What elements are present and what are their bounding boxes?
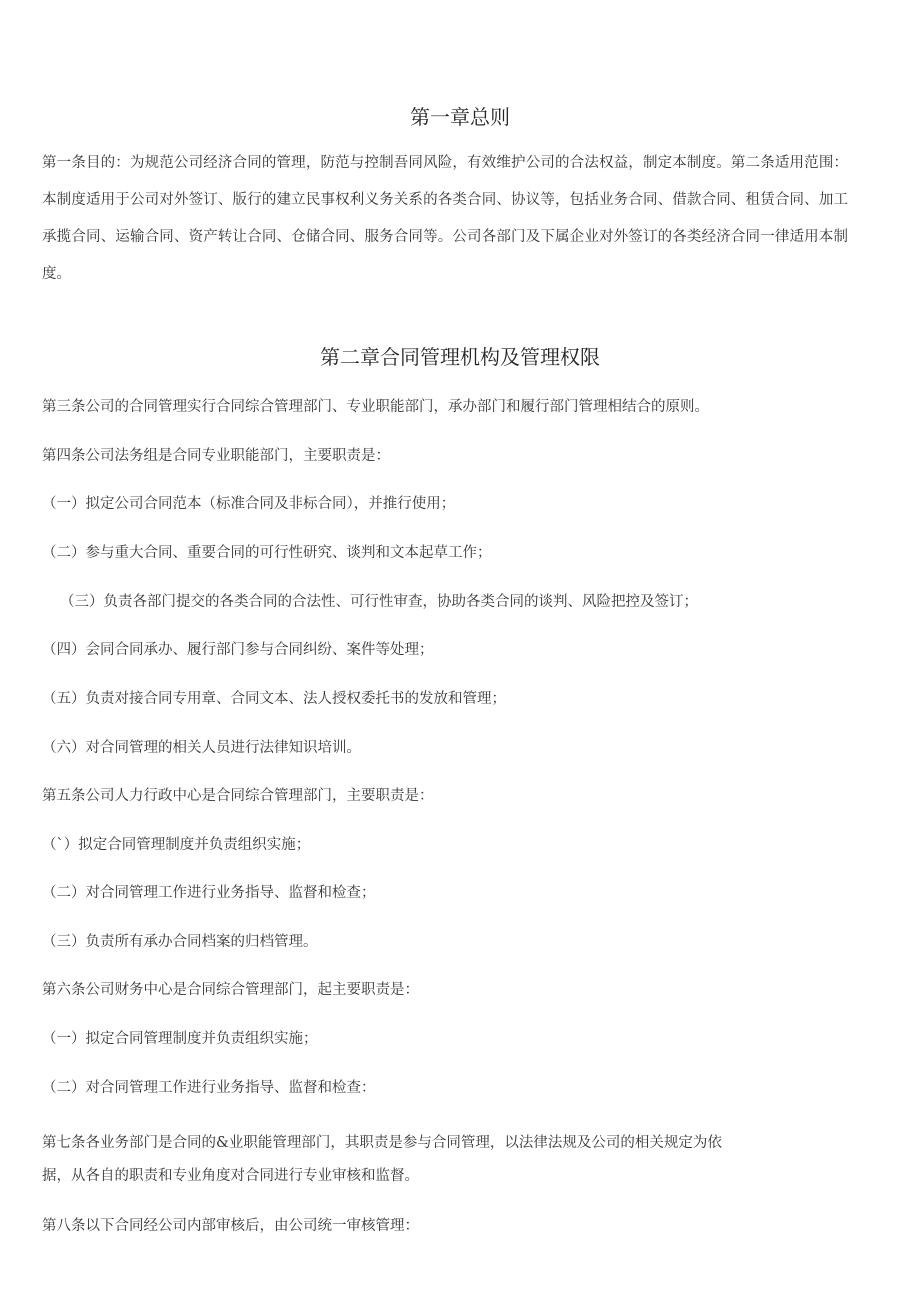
article-4-item-2: （二）参与重大合同、重要合同的可行性研究、谈判和文本起草工作；: [42, 545, 492, 561]
article-4-item-1: （一）拟定公司合同范本（标准合同及非标合同），并推行使用；: [42, 496, 456, 512]
article-6-item-1: （一）拟定合同管理制度并负责组织实施；: [42, 1031, 318, 1047]
article-4-item-3: （三）负责各部门提交的各类合同的合法性、可行性审查，协助各类合同的谈判、风险把控及签订；: [60, 594, 698, 610]
article-4-item-6: （六）对合同管理的相关人员进行法律知识培训。: [42, 740, 361, 756]
article-4-item-5: （五）负责对接合同专用章、合同文本、法人授权委托书的发放和管理；: [42, 691, 506, 707]
article-7-line-2: 据，从各自的职责和专业角度对合同进行专业审核和监督。: [42, 1168, 419, 1184]
article-4: 第四条公司法务组是合同专业职能部门，主要职责是：: [42, 448, 390, 464]
article-6-item-2: （二）对合同管理工作进行业务指导、监督和检查：: [42, 1080, 376, 1096]
article-5-item-3: （三）负责所有承办合同档案的归档管理。: [42, 934, 318, 950]
article-7-line-1: 第七条各业务部门是合同的&业职能管理部门，其职责是参与合同管理，以法律法规及公司的相关规定为依: [42, 1135, 722, 1151]
chapter-1-title: 第一章总则: [410, 105, 510, 129]
chapter-2-title: 第二章合同管理机构及管理权限: [320, 345, 600, 369]
article-4-item-4: （四）会同合同承办、履行部门参与合同纠纷、案件等处理；: [42, 642, 434, 658]
article-5: 第五条公司人力行政中心是合同综合管理部门，主要职责是：: [42, 788, 434, 804]
article-5-item-2: （二）对合同管理工作进行业务指导、监督和检查；: [42, 885, 376, 901]
article-8: 第八条以下合同经公司内部审核后，由公司统一审核管理：: [42, 1218, 419, 1234]
article-6: 第六条公司财务中心是合同综合管理部门，起主要职责是：: [42, 982, 419, 998]
article-5-item-1: （`）拟定合同管理制度并负责组织实施；: [42, 837, 311, 853]
article-3: 第三条公司的合同管理实行合同综合管理部门、专业职能部门，承办部门和履行部门管理相结合的原则。: [42, 399, 709, 415]
article-1-2-paragraph: 第一条目的：为规范公司经济合同的管理，防范与控制吾同风险，有效维护公司的合法权益，制定本制度。第二条适用范围：本制度适用于公司对外签订、版行的建立民事权利义务关系的各类合同、协议等，包括业务合同、借款合同、租赁合同、加工承揽合同、运输合同、资产转让合同、仓储合同、服务合同等。公司各部门及下属企业对外签订的各类经济合同一律适用本制度。: [42, 155, 848, 282]
